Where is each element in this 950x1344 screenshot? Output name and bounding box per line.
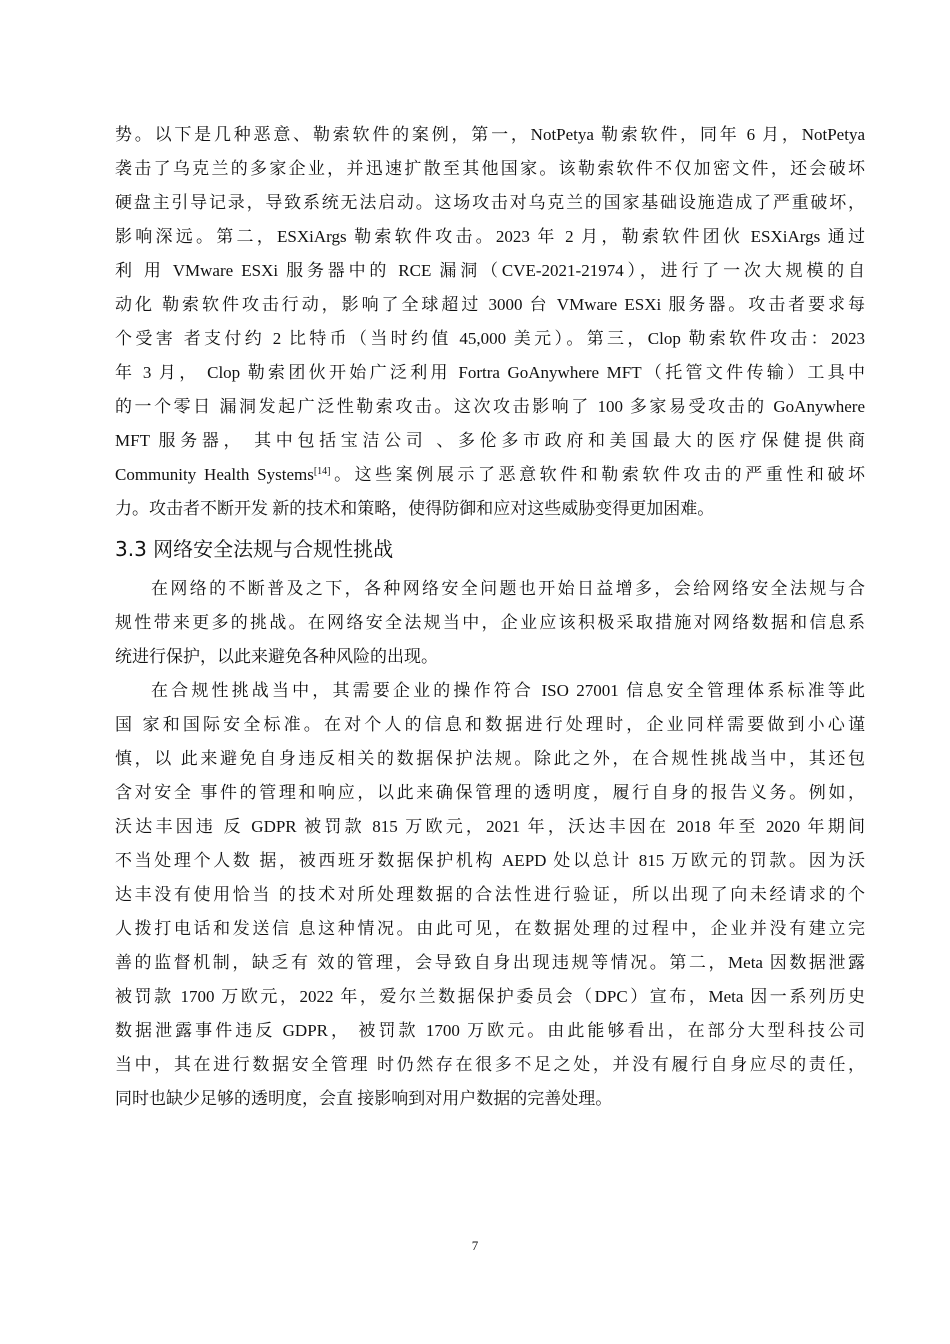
text-line: 力。攻击者不断开发 新的技术和策略，使得防御和应对这些威胁变得更加困难。 bbox=[115, 499, 715, 518]
text-line: 袭击了乌克兰的多家企业，并迅速扩散至其他国家。该勒索软件不仅加密文件，还会破坏 bbox=[115, 159, 865, 178]
text-line: 沃达丰因违 反 GDPR 被罚款 815 万欧元，2021 年，沃达丰因在 2018 年至 2020 年期间 bbox=[115, 817, 865, 836]
text-line: 利 用 VMware ESXi 服务器中的 RCE 漏洞（CVE-2021-21974），进行了一次大规模的自 bbox=[115, 261, 865, 280]
text-line: 影响深远。第二，ESXiArgs 勒索软件攻击。2023 年 2 月，勒索软件团伙 ESXiArgs 通过 bbox=[115, 227, 865, 246]
section-heading: 3.3 网络安全法规与合规性挑战 bbox=[115, 537, 394, 561]
paragraph-compliance-challenges bbox=[115, 674, 865, 1116]
page-number: 7 bbox=[471, 1238, 479, 1253]
page-content bbox=[115, 118, 865, 1116]
text-line: 人拨打电话和发送信 息这种情况。由此可见，在数据处理的过程中，企业并没有建立完 bbox=[115, 919, 865, 938]
text-line: 硬盘主引导记录，导致系统无法启动。这场攻击对乌克兰的国家基础设施造成了严重破坏， bbox=[115, 193, 865, 212]
paragraph-regulation-intro bbox=[115, 572, 865, 674]
text-line: 统进行保护，以此来避免各种风险的出现。 bbox=[115, 647, 438, 666]
text-line: 善的监督机制，缺乏有 效的管理，会导致自身出现违规等情况。第二，Meta 因数据泄露 bbox=[115, 953, 865, 972]
text-line: 年 3 月， Clop 勒索团伙开始广泛利用 Fortra GoAnywhere MFT（托管文件传输）工具中 bbox=[115, 363, 865, 382]
text-line: 同时也缺少足够的透明度，会直 接影响到对用户数据的完善处理。 bbox=[115, 1089, 613, 1108]
text-line: 数据泄露事件违反 GDPR， 被罚款 1700 万欧元。由此能够看出，在部分大型科技公司 bbox=[115, 1021, 865, 1040]
text-line: 的一个零日 漏洞发起广泛性勒索攻击。这次攻击影响了 100 多家易受攻击的 GoAnywhere bbox=[115, 397, 865, 416]
text-line: 达丰没有使用恰当 的技术对所处理数据的合法性进行验证，所以出现了向未经请求的个 bbox=[115, 885, 865, 904]
text-line: 不当处理个人数 据，被西班牙数据保护机构 AEPD 处以总计 815 万欧元的罚款。因为沃 bbox=[115, 851, 865, 870]
text-line: 含对安全 事件的管理和响应，以此来确保管理的透明度，履行自身的报告义务。例如， bbox=[115, 783, 865, 802]
text-line: 被罚款 1700 万欧元，2022 年，爱尔兰数据保护委员会（DPC）宣布，Meta 因一系列历史 bbox=[115, 987, 865, 1006]
text-line-with-citation bbox=[115, 458, 865, 492]
text-line: 规性带来更多的挑战。在网络安全法规当中，企业应该积极采取措施对网络数据和信息系 bbox=[115, 613, 865, 632]
paragraph-ransomware-cases bbox=[115, 118, 865, 526]
text-line: 国 家和国际安全标准。在对个人的信息和数据进行处理时，企业同样需要做到小心谨 bbox=[115, 715, 865, 734]
text-line: 势。以下是几种恶意、勒索软件的案例，第一，NotPetya 勒索软件，同年 6 月，NotPetya bbox=[115, 125, 865, 144]
citation-text-after: 。这些案例展示了恶意软件和勒索软件攻击的严重性和破坏 bbox=[330, 465, 865, 484]
text-line: 动化 勒索软件攻击行动，影响了全球超过 3000 台 VMware ESXi 服务器。攻击者要求每 bbox=[115, 295, 865, 314]
text-line: 慎，以 此来避免自身违反相关的数据保护法规。除此之外，在合规性挑战当中，其还包 bbox=[115, 749, 865, 768]
citation-text-before: Community Health Systems bbox=[115, 465, 314, 484]
citation-reference: [14] bbox=[313, 466, 331, 477]
text-line: 当中，其在进行数据安全管理 时仍然存在很多不足之处，并没有履行自身应尽的责任， bbox=[115, 1055, 865, 1074]
text-line: 在合规性挑战当中，其需要企业的操作符合 ISO 27001 信息安全管理体系标准等此 bbox=[151, 681, 865, 700]
text-line: 个受害 者支付约 2 比特币（当时约值 45,000 美元）。第三，Clop 勒索软件攻击：2023 bbox=[115, 329, 865, 348]
text-line: MFT 服务器， 其中包括宝洁公司 、多伦多市政府和美国最大的医疗保健提供商 bbox=[115, 431, 865, 450]
text-line: 在网络的不断普及之下，各种网络安全问题也开始日益增多，会给网络安全法规与合 bbox=[151, 579, 865, 598]
